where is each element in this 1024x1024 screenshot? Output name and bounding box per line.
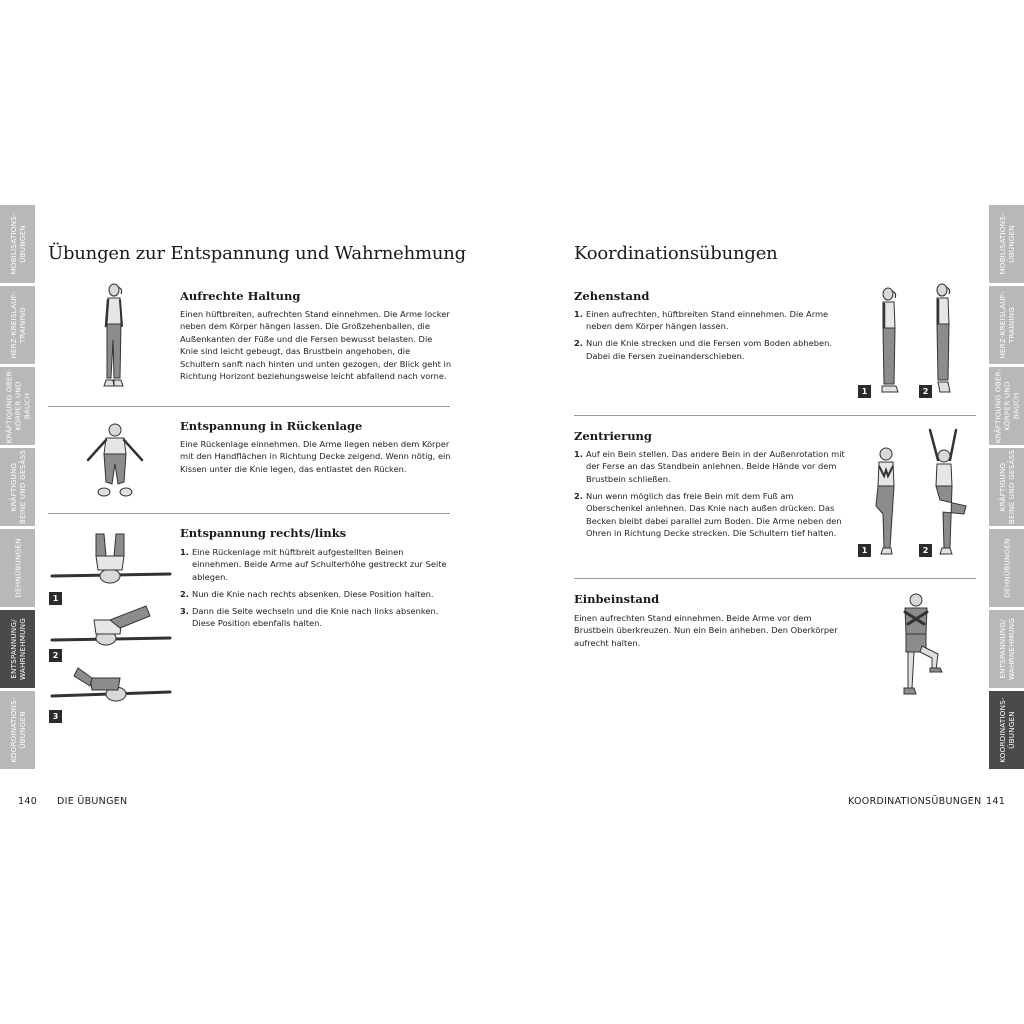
step-text: Eine Rückenlage mit hüftbreit aufgestellten Beinen einnehmen. Beide Arme auf Schulterhöhe gestreckt zur Seite ablegen. [192,547,447,582]
step-item [180,588,455,600]
section-divider [574,578,976,579]
page-number-right: 141 [986,796,1006,807]
step-badge: 1 [49,592,62,605]
step-badge: 2 [919,385,932,398]
step-text: Auf ein Bein stellen. Das andere Bein in der Außenrotation mit der Ferse an das Standbein anlehnen. Beide Hände vor dem Brustbein schließen. [586,449,845,484]
exercise-title: Einbeinstand [574,592,660,606]
tab-herz-kreislauf[interactable] [0,286,35,364]
section-divider [574,415,976,416]
step-item [574,490,849,540]
step-number: 1. [574,449,583,459]
step-number: 1. [574,309,583,319]
step-text: Nun wenn möglich das freie Bein mit dem Fuß am Oberschenkel anlehnen. Das Knie nach außen drücken. Das Becken bleibt dabei parallel zum Boden. Die Arme neben den Ohren in Richtung Decke strecken. Die Schultern tief halten. [586,490,842,538]
exercise-title: Zentrierung [574,429,652,443]
tab-label: ENTSPANNUNG/ WAHRNEHMUNG [997,618,1016,680]
step-text: Nun die Knie strecken und die Fersen vom Boden abheben. Dabei die Fersen zueinanderschieben. [586,338,833,361]
step-number: 2. [574,338,583,349]
tab-label: KOORDINATIONS- ÜBUNGEN [8,697,27,763]
page-number-left: 140 [18,796,38,807]
step-number: 2. [574,490,583,501]
figure-standing-upright [96,280,132,392]
figure-lying-on-back [80,420,150,500]
tab-label: KRÄFTIGUNG BEINE UND GESÄSS [997,449,1016,525]
section-divider [48,406,450,407]
tab-dehnuebungen[interactable] [989,529,1024,607]
step-badge: 1 [858,385,871,398]
tab-label: KRÄFTIGUNG BEINE UND GESÄSS [8,449,27,525]
step-text: Nun die Knie nach rechts absenken. Diese Position halten. [192,588,434,599]
tab-label: KRÄFTIGUNG OBER- KÖRPER UND BAUCH [993,368,1020,444]
step-item [574,337,844,362]
step-number: 2. [180,588,189,599]
tab-kraeftigung-beine[interactable] [0,448,35,526]
tab-label: DEHNÜBUNGEN [13,538,22,598]
figure-tree-pose-arms-up [920,428,972,556]
figure-one-leg-stand [892,590,946,700]
exercise-description: Einen hüftbreiten, aufrechten Stand einnehmen. Die Arme locker neben dem Körper hängen lassen. Die Großzehenballen, die Außenkanten der Füße und die Fersen bewusst belasten. Die Knie sind leicht gebeugt, das Brustbein angehoben, die Schultern sanft nach hinten und unten gezogen, der Blick geht in Richtung Horizont beziehungsweise leicht abfallend nach vorne. [180,309,452,382]
exercise-description: Eine Rückenlage einnehmen. Die Arme liegen neben dem Körper mit den Handflächen in Richtung Decke zeigend. Wenn nötig, ein Kissen unter die Knie legen, das entlastet den Rücken. [180,439,451,474]
step-number: 3. [180,605,189,616]
figure-knees-right [50,602,172,652]
section-name-right: KOORDINATIONSÜBUNGEN [848,796,982,807]
section-name-left: DIE ÜBUNGEN [57,796,128,807]
right-chapter-tabs [989,205,1024,772]
page-title-right: Koordinationsübungen [574,243,778,264]
step-item [574,308,844,333]
tab-koordination[interactable] [989,691,1024,769]
tab-mobilisation[interactable] [989,205,1024,283]
tab-label: KRÄFTIGUNG OBER- KÖRPER UND BAUCH [4,368,31,444]
tab-label: MOBILISATIONS- ÜBUNGEN [997,213,1016,275]
section-divider [48,513,450,514]
figure-knees-up-lying [50,530,172,586]
step-text: Dann die Seite wechseln und die Knie nach links absenken. Diese Position ebenfalls halten. [192,605,439,629]
tab-label: HERZ-KREISLAUF- TRAINING [997,291,1016,359]
exercise-steps [574,308,844,367]
exercise-title: Aufrechte Haltung [180,289,301,303]
tab-label: MOBILISATIONS- ÜBUNGEN [8,213,27,275]
exercise-steps [180,546,455,634]
tab-entspannung[interactable] [989,610,1024,688]
tab-mobilisation[interactable] [0,205,35,283]
tab-label: HERZ-KREISLAUF- TRAINING [8,291,27,359]
step-text: Einen aufrechten, hüftbreiten Stand einnehmen. Die Arme neben dem Körper hängen lassen. [586,309,829,332]
tab-label: KOORDINATIONS- ÜBUNGEN [997,697,1016,763]
step-item [180,546,455,583]
exercise-title: Entspannung in Rückenlage [180,419,363,433]
left-chapter-tabs [0,205,35,772]
exercise-steps [574,448,849,544]
tab-kraeftigung-oberkoerper[interactable] [989,367,1024,445]
exercise-title: Zehenstand [574,289,650,303]
exercise-description: Einen aufrechten Stand einnehmen. Beide Arme vor dem Brustbein überkreuzen. Nun ein Bein anheben. Den Oberkörper aufrecht halten. [574,613,838,648]
exercise-title: Entspannung rechts/links [180,526,347,540]
tab-label: DEHNÜBUNGEN [1002,538,1011,598]
step-badge: 1 [858,544,871,557]
figure-tiptoe-side [928,280,958,398]
tab-dehnuebungen[interactable] [0,529,35,607]
tab-label: ENTSPANNUNG/ WAHRNEHMUNG [8,618,27,680]
step-item [574,448,849,485]
step-badge: 2 [919,544,932,557]
step-item [180,605,455,630]
step-number: 1. [180,547,189,557]
figure-tree-pose-hands-chest [866,444,906,556]
tab-kraeftigung-beine[interactable] [989,448,1024,526]
tab-kraeftigung-oberkoerper[interactable] [0,367,35,445]
tab-entspannung[interactable] [0,610,35,688]
step-badge: 3 [49,710,62,723]
tab-herz-kreislauf[interactable] [989,286,1024,364]
figure-knees-left [50,664,172,708]
tab-koordination[interactable] [0,691,35,769]
page-title-left: Übungen zur Entspannung und Wahrnehmung [48,243,466,264]
step-badge: 2 [49,649,62,662]
figure-standing-side [874,284,904,398]
